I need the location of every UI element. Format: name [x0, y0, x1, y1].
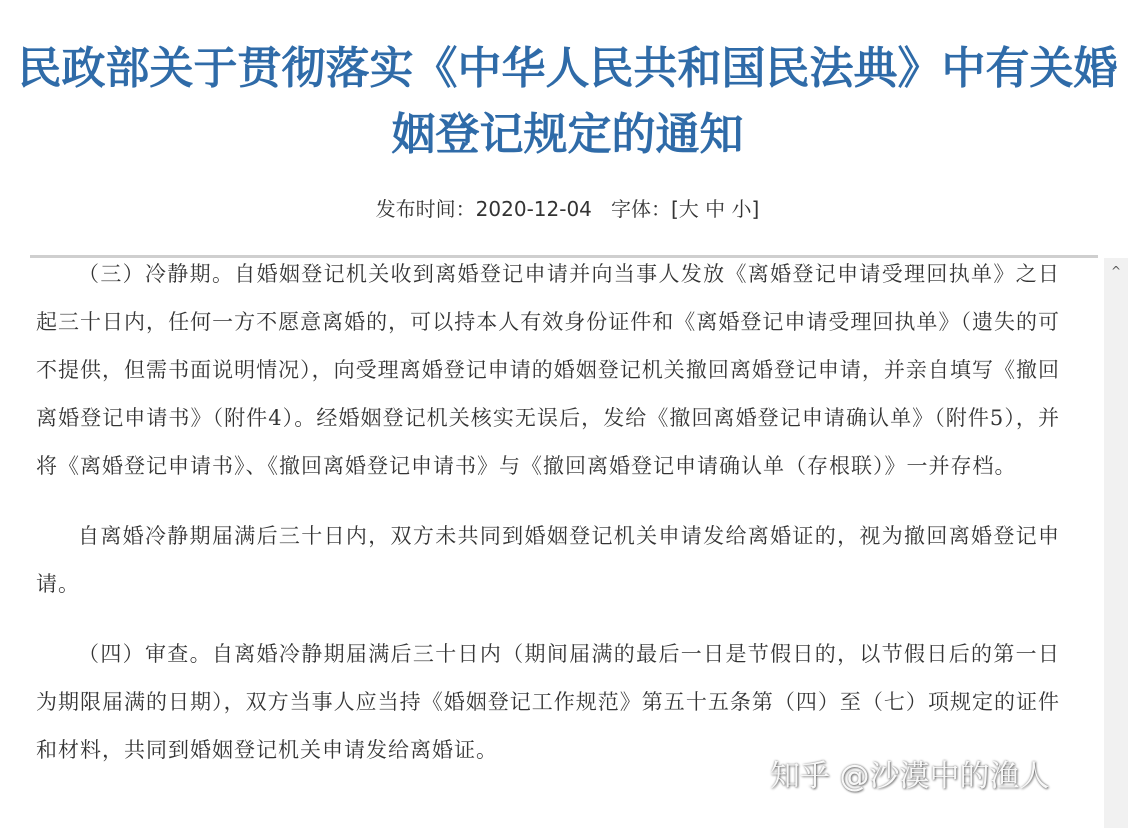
paragraph-cooling-expiry: 自离婚冷静期届满后三十日内，双方未共同到婚姻登记机关申请发给离婚证的，视为撤回离婚登记申请。: [36, 524, 1060, 596]
font-size-close-bracket: ]: [751, 197, 760, 221]
publish-label: 发布时间：: [375, 197, 476, 221]
font-size-large-link[interactable]: 大: [678, 197, 699, 221]
font-size-medium-link[interactable]: 中: [705, 197, 726, 221]
font-size-label: 字体：: [610, 197, 671, 221]
font-size-open-bracket: [: [670, 197, 679, 221]
vertical-scrollbar[interactable]: [1104, 258, 1128, 828]
publish-date: 2020-12-04: [475, 197, 592, 221]
font-size-small-link[interactable]: 小: [731, 197, 752, 221]
paragraph-cooling-period: （三）冷静期。自婚姻登记机关收到离婚登记申请并向当事人发放《离婚登记申请受理回执单》之日起三十日内，任何一方不愿意离婚的，可以持本人有效身份证件和《离婚登记申请受理回执单》（遗失的可不提供，但需书面说明情况），向受理离婚登记申请的婚姻登记机关撤回离婚登记申请，并亲自填写《撤回离婚登记申请书》（附件4）。经婚姻登记机关核实无误后，发给《撤回离婚登记申请确认单》（附件5），并将《离婚登记申请书》、《撤回离婚登记申请书》与《撤回离婚登记申请确认单（存根联）》一并存档。: [36, 262, 1060, 478]
paragraph-review: （四）审查。自离婚冷静期届满后三十日内（期间届满的最后一日是节假日的，以节假日后的第一日为期限届满的日期），双方当事人应当持《婚姻登记工作规范》第五十五条第（四）至（七）项规定的证件和材料，共同到婚姻登记机关申请发给离婚证。: [36, 642, 1060, 762]
article-meta: [0, 194, 1135, 224]
article-title: 民政部关于贯彻落实《中华人民共和国民法典》中有关婚姻登记规定的通知: [17, 43, 1118, 160]
zhihu-watermark: 知乎 @沙漠中的渔人: [770, 759, 1050, 794]
scroll-up-arrow-icon[interactable]: ^: [1110, 264, 1122, 278]
article-body: [36, 250, 1060, 828]
